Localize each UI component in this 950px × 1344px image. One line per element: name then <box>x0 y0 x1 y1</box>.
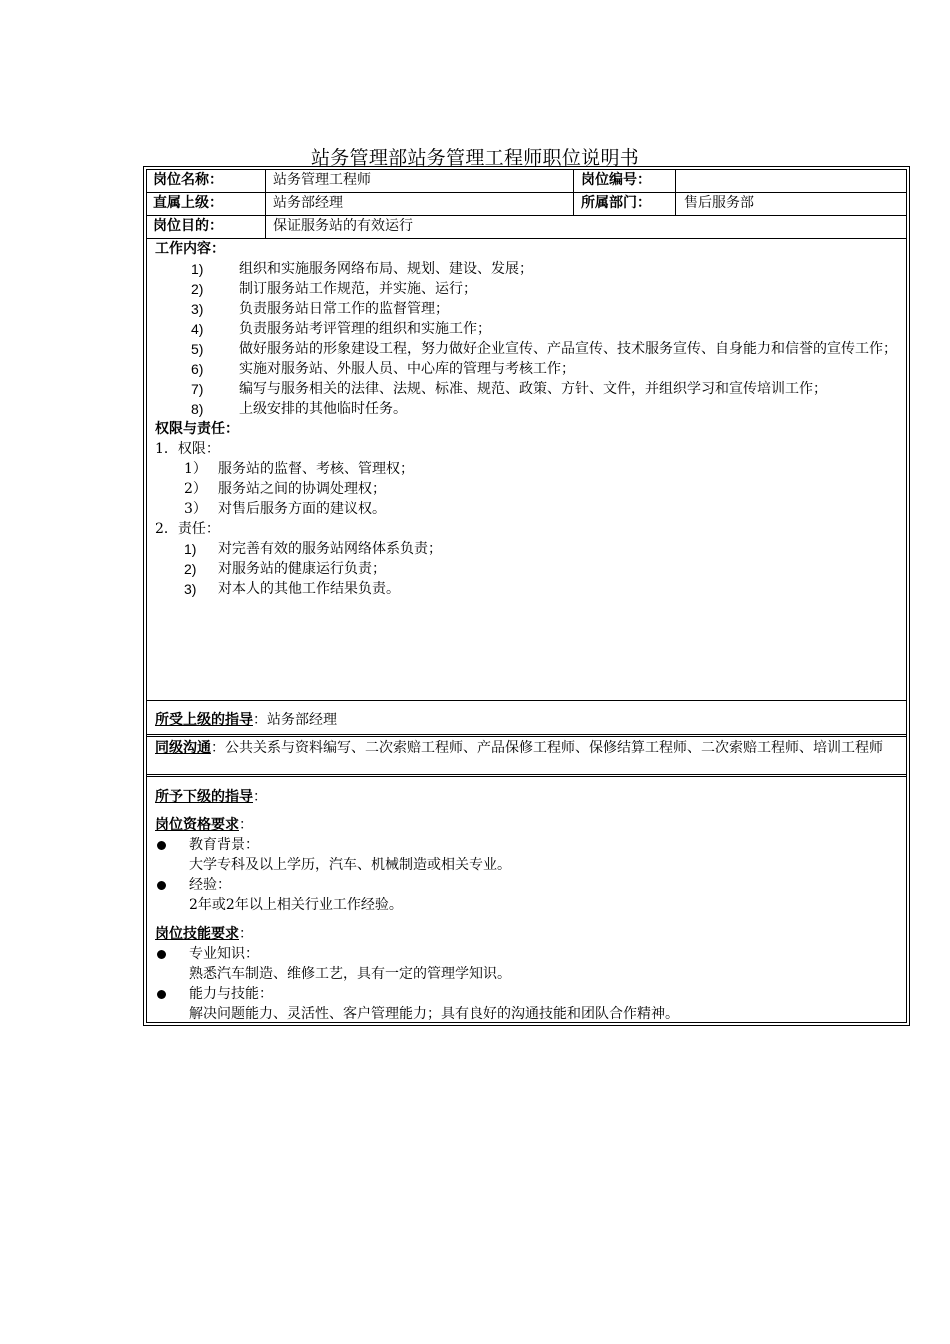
list-item: 3) 负责服务站日常工作的监督管理； <box>191 301 449 317</box>
bullet-icon <box>157 990 166 999</box>
list-item: 2） 服务站之间的协调处理权； <box>184 481 386 497</box>
skills-label: 岗位技能要求 <box>155 926 239 942</box>
list-item: 8) 上级安排的其他临时任务。 <box>191 401 407 417</box>
position-code-label: 岗位编号： <box>581 172 651 188</box>
section-peer-communication: 同级沟通：公共关系与资料编写、二次索赔工程师、产品保修工程师、保修结算工程师、二次索赔工程师、培训工程师 <box>147 737 906 777</box>
list-item: 1） 服务站的监督、考核、管理权； <box>184 461 414 477</box>
list-item: 5) 做好服务站的形象建设工程，努力做好企业宣传、产品宣传、技术服务宣传、自身能力和信誉的宣传工作； <box>191 341 897 357</box>
list-item: 6) 实施对服务站、外服人员、中心库的管理与考核工作； <box>191 361 575 377</box>
section-guidance-superior: 所受上级的指导：站务部经理 <box>147 701 906 737</box>
divider <box>573 170 574 192</box>
list-item: 2) 制订服务站工作规范，并实施、运行； <box>191 281 477 297</box>
document-title: 站务管理部站务管理工程师职位说明书 <box>310 147 640 169</box>
divider <box>265 216 266 238</box>
section-requirements: 所予下级的指导： 岗位资格要求： 教育背景： 大学专科及以上学历，汽车、机械制造或相关专业。 经验： 2年或2年以上相关行业工作经验。 岗位技能要求： 专业知识： 熟悉汽车制造、维修工艺，具有一定的管理学知识。 能力与技能： 解决问题能力、灵活性、客户管理能力；具有良好的沟通技能和团队合作精神。 <box>147 777 906 1026</box>
guidance-subordinate-label: 所予下级的指导 <box>155 789 253 805</box>
list-item: 能力与技能： <box>155 984 898 1004</box>
section-work-authority <box>147 239 906 701</box>
row-purpose <box>147 216 906 239</box>
list-item: 3） 对售后服务方面的建议权。 <box>184 501 386 517</box>
list-item: 经验： <box>155 875 898 895</box>
table-inner <box>146 169 907 1023</box>
divider <box>265 193 266 215</box>
position-name-label: 岗位名称： <box>153 172 223 188</box>
authority-heading: 权限与责任： <box>155 421 239 437</box>
list-item: 7) 编写与服务相关的法律、法规、标准、规范、政策、方针、文件，并组织学习和宣传培训工作； <box>191 381 827 397</box>
row-superior <box>147 193 906 216</box>
list-item: 1) 对完善有效的服务站网络体系负责； <box>184 541 442 557</box>
divider <box>675 193 676 215</box>
qualification-label: 岗位资格要求 <box>155 817 239 833</box>
superior-value: 站务部经理 <box>273 195 343 211</box>
department-value: 售后服务部 <box>684 195 754 211</box>
work-heading: 工作内容： <box>155 241 225 257</box>
bullet-icon <box>157 881 166 890</box>
list-item: 3) 对本人的其他工作结果负责。 <box>184 581 400 597</box>
power-label: 1．权限： <box>155 441 220 457</box>
bullet-icon <box>157 841 166 850</box>
purpose-label: 岗位目的： <box>153 218 223 234</box>
superior-label: 直属上级： <box>153 195 223 211</box>
divider <box>573 193 574 215</box>
department-label: 所属部门： <box>581 195 651 211</box>
job-description-table <box>143 166 910 1026</box>
list-item: 教育背景： <box>155 835 898 855</box>
peer-communication-label: 同级沟通 <box>155 740 211 756</box>
guidance-superior-value: 站务部经理 <box>267 712 337 728</box>
guidance-superior-label: 所受上级的指导 <box>155 712 253 728</box>
list-item: 1) 组织和实施服务网络布局、规划、建设、发展； <box>191 261 533 277</box>
position-name-value: 站务管理工程师 <box>273 172 371 188</box>
bullet-icon <box>157 950 166 959</box>
divider <box>265 170 266 192</box>
peer-communication-value: 公共关系与资料编写、二次索赔工程师、产品保修工程师、保修结算工程师、二次索赔工程师、培训工程师 <box>225 740 883 756</box>
position-code-value <box>678 170 898 192</box>
divider <box>675 170 676 192</box>
list-item: 2) 对服务站的健康运行负责； <box>184 561 386 577</box>
list-item: 专业知识： <box>155 944 898 964</box>
list-item: 4) 负责服务站考评管理的组织和实施工作； <box>191 321 491 337</box>
work-content <box>155 239 898 599</box>
row-position-name <box>147 170 906 193</box>
purpose-value: 保证服务站的有效运行 <box>273 218 413 234</box>
duty-label: 2．责任： <box>155 521 220 537</box>
